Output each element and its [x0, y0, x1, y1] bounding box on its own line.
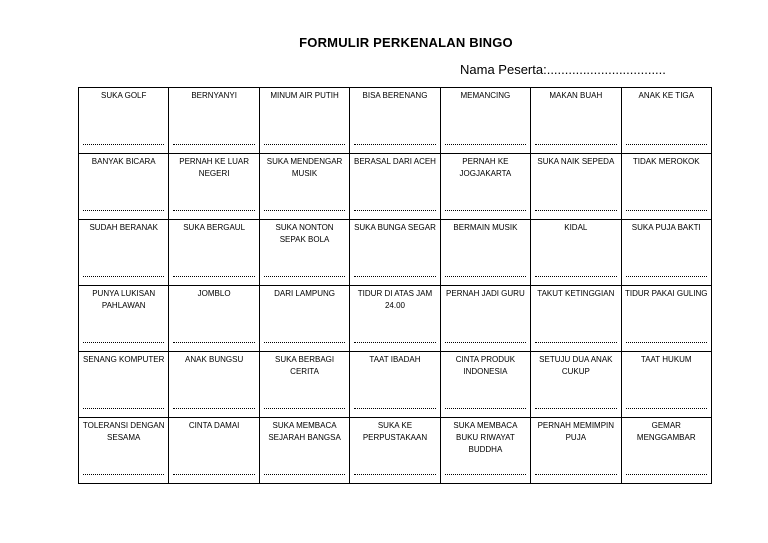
signature-line[interactable]	[264, 276, 345, 277]
bingo-grid	[78, 87, 712, 484]
bingo-cell-label: SUKA NONTON SEPAK BOLA	[275, 223, 334, 244]
signature-line[interactable]	[83, 474, 164, 475]
form-title: FORMULIR PERKENALAN BINGO	[299, 35, 513, 50]
signature-line[interactable]	[535, 210, 616, 211]
signature-line[interactable]	[445, 474, 526, 475]
bingo-cell-label: SUKA NAIK SEPEDA	[537, 157, 615, 166]
signature-line[interactable]	[535, 342, 616, 343]
bingo-cell-label: TIDUR DI ATAS JAM 24.00	[357, 289, 433, 310]
bingo-cell-label: SUKA BERGAUL	[183, 223, 246, 232]
signature-line[interactable]	[173, 342, 254, 343]
signature-line[interactable]	[173, 408, 254, 409]
bingo-cell-label: TIDAK MEROKOK	[632, 157, 700, 166]
signature-line[interactable]	[264, 474, 345, 475]
bingo-cell[interactable]	[169, 88, 259, 154]
bingo-cell-label: TAAT IBADAH	[369, 355, 421, 364]
bingo-cell[interactable]	[169, 286, 259, 352]
bingo-cell-label: ANAK KE TIGA	[638, 91, 694, 100]
bingo-row	[79, 418, 712, 484]
bingo-cell[interactable]	[259, 286, 349, 352]
bingo-cell[interactable]	[440, 88, 530, 154]
bingo-cell-label: TAAT HUKUM	[640, 355, 692, 364]
bingo-cell[interactable]	[531, 88, 621, 154]
bingo-cell-label: BERMAIN MUSIK	[453, 223, 518, 232]
bingo-cell-label: KIDAL	[564, 223, 588, 232]
signature-line[interactable]	[173, 144, 254, 145]
bingo-cell[interactable]	[440, 154, 530, 220]
bingo-cell[interactable]	[440, 286, 530, 352]
bingo-cell-label: BISA BERENANG	[362, 91, 428, 100]
bingo-cell[interactable]	[350, 220, 440, 286]
bingo-cell-label: GEMAR MENGGAMBAR	[636, 421, 696, 442]
bingo-cell[interactable]	[79, 286, 169, 352]
signature-line[interactable]	[173, 276, 254, 277]
bingo-row	[79, 88, 712, 154]
signature-line[interactable]	[535, 408, 616, 409]
bingo-cell[interactable]	[440, 220, 530, 286]
bingo-row	[79, 286, 712, 352]
bingo-cell-label: SENANG KOMPUTER	[83, 355, 165, 364]
signature-line[interactable]	[83, 144, 164, 145]
signature-line[interactable]	[264, 408, 345, 409]
signature-line[interactable]	[626, 474, 707, 475]
bingo-cell-label: SUKA MEMBACA BUKU RIWAYAT BUDDHA	[453, 421, 518, 454]
signature-line[interactable]	[626, 342, 707, 343]
bingo-cell[interactable]	[259, 154, 349, 220]
bingo-cell[interactable]	[259, 220, 349, 286]
signature-line[interactable]	[445, 276, 526, 277]
bingo-cell-label: PERNAH KE JOGJAKARTA	[459, 157, 512, 178]
bingo-cell-label: SUDAH BERANAK	[89, 223, 158, 232]
bingo-cell[interactable]	[531, 418, 621, 484]
signature-line[interactable]	[354, 342, 435, 343]
bingo-cell-label: PUNYA LUKISAN PAHLAWAN	[92, 289, 156, 310]
bingo-cell[interactable]	[621, 352, 711, 418]
signature-line[interactable]	[535, 276, 616, 277]
signature-line[interactable]	[626, 276, 707, 277]
bingo-cell-label: BANYAK BICARA	[91, 157, 156, 166]
bingo-cell[interactable]	[621, 220, 711, 286]
signature-line[interactable]	[445, 342, 526, 343]
bingo-cell-label: SUKA MENDENGAR MUSIK	[266, 157, 343, 178]
signature-line[interactable]	[264, 342, 345, 343]
bingo-cell[interactable]	[169, 220, 259, 286]
signature-line[interactable]	[264, 210, 345, 211]
bingo-cell-label: SETUJU DUA ANAK CUKUP	[539, 355, 613, 376]
bingo-cell-label: MINUM AIR PUTIH	[270, 91, 339, 100]
bingo-cell[interactable]	[259, 352, 349, 418]
signature-line[interactable]	[626, 408, 707, 409]
bingo-cell-label: TIDUR PAKAI GULING	[625, 289, 708, 298]
bingo-cell-label: TOLERANSI DENGAN SESAMA	[82, 421, 165, 442]
signature-line[interactable]	[626, 210, 707, 211]
bingo-cell[interactable]	[621, 418, 711, 484]
signature-line[interactable]	[173, 210, 254, 211]
bingo-cell[interactable]	[440, 352, 530, 418]
bingo-cell[interactable]	[169, 418, 259, 484]
signature-line[interactable]	[445, 408, 526, 409]
signature-line[interactable]	[354, 144, 435, 145]
bingo-cell-label: PERNAH MEMIMPIN PUJA	[537, 421, 615, 442]
bingo-cell-label: JOMBLO	[197, 289, 231, 298]
bingo-cell[interactable]	[350, 286, 440, 352]
signature-line[interactable]	[354, 408, 435, 409]
bingo-cell-label: SUKA KE PERPUSTAKAAN	[362, 421, 428, 442]
bingo-cell-label: CINTA DAMAI	[188, 421, 240, 430]
signature-line[interactable]	[354, 276, 435, 277]
bingo-row	[79, 352, 712, 418]
bingo-cell-label: CINTA PRODUK INDONESIA	[455, 355, 516, 376]
bingo-cell-label: PERNAH JADI GURU	[446, 289, 525, 298]
bingo-cell-label: MEMANCING	[460, 91, 511, 100]
bingo-cell[interactable]	[169, 154, 259, 220]
bingo-cell[interactable]	[531, 286, 621, 352]
signature-line[interactable]	[354, 210, 435, 211]
signature-line[interactable]	[535, 144, 616, 145]
bingo-cell[interactable]	[350, 154, 440, 220]
bingo-cell[interactable]	[79, 418, 169, 484]
bingo-cell[interactable]	[350, 418, 440, 484]
bingo-cell[interactable]	[531, 352, 621, 418]
bingo-cell[interactable]	[79, 220, 169, 286]
signature-line[interactable]	[83, 210, 164, 211]
bingo-cell-label: BERNYANYI	[191, 91, 237, 100]
participant-name-field[interactable]: Nama Peserta:.................................	[460, 62, 666, 77]
bingo-cell[interactable]	[169, 352, 259, 418]
bingo-cell[interactable]	[531, 154, 621, 220]
bingo-cell[interactable]	[79, 88, 169, 154]
bingo-cell[interactable]	[350, 88, 440, 154]
signature-line[interactable]	[83, 408, 164, 409]
bingo-cell[interactable]	[79, 154, 169, 220]
bingo-cell[interactable]	[259, 418, 349, 484]
bingo-cell-label: MAKAN BUAH	[549, 91, 603, 100]
bingo-cell[interactable]	[621, 88, 711, 154]
bingo-cell[interactable]	[531, 220, 621, 286]
bingo-cell[interactable]	[440, 418, 530, 484]
bingo-cell[interactable]	[621, 286, 711, 352]
signature-line[interactable]	[445, 144, 526, 145]
signature-line[interactable]	[83, 342, 164, 343]
signature-line[interactable]	[445, 210, 526, 211]
signature-line[interactable]	[173, 474, 254, 475]
bingo-cell-label: PERNAH KE LUAR NEGERI	[179, 157, 250, 178]
bingo-cell[interactable]	[621, 154, 711, 220]
bingo-cell-label: SUKA PUJA BAKTI	[631, 223, 701, 232]
bingo-row	[79, 220, 712, 286]
bingo-cell-label: SUKA BERBAGI CERITA	[274, 355, 335, 376]
bingo-cell[interactable]	[350, 352, 440, 418]
bingo-row	[79, 154, 712, 220]
bingo-cell-label: TAKUT KETINGGIAN	[537, 289, 615, 298]
signature-line[interactable]	[83, 276, 164, 277]
bingo-cell[interactable]	[259, 88, 349, 154]
bingo-cell-label: SUKA MEMBACA SEJARAH BANGSA	[268, 421, 341, 442]
signature-line[interactable]	[264, 144, 345, 145]
bingo-cell-label: SUKA GOLF	[101, 91, 147, 100]
bingo-cell-label: DARI LAMPUNG	[274, 289, 335, 298]
signature-line[interactable]	[535, 474, 616, 475]
signature-line[interactable]	[626, 144, 707, 145]
bingo-cell-label: ANAK BUNGSU	[185, 355, 244, 364]
bingo-cell-label: SUKA BUNGA SEGAR	[354, 223, 436, 232]
bingo-cell-label: BERASAL DARI ACEH	[354, 157, 436, 166]
bingo-cell[interactable]	[79, 352, 169, 418]
signature-line[interactable]	[354, 474, 435, 475]
